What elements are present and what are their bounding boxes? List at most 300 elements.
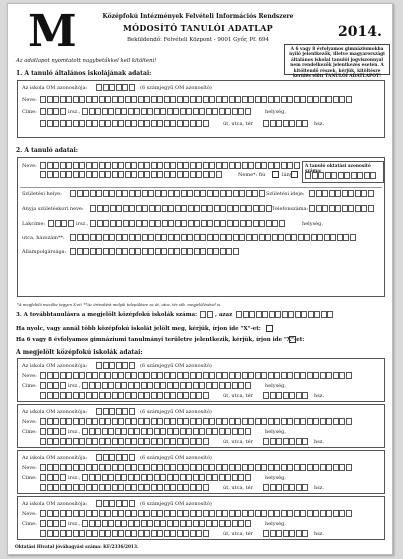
char-cell[interactable] — [112, 392, 118, 399]
char-cell[interactable] — [170, 372, 176, 379]
char-cell[interactable] — [53, 108, 59, 115]
char-cell[interactable] — [225, 382, 231, 389]
char-cell[interactable] — [242, 510, 248, 517]
char-cell[interactable] — [177, 484, 183, 491]
char-cell[interactable] — [320, 96, 326, 103]
char-cell[interactable] — [60, 484, 66, 491]
school-count-input[interactable] — [200, 311, 213, 318]
char-cell[interactable] — [342, 205, 348, 212]
char-cell[interactable] — [177, 392, 183, 399]
char-cell[interactable] — [288, 311, 294, 318]
char-cell[interactable] — [233, 190, 239, 197]
student-name-row2[interactable] — [40, 171, 222, 178]
char-cell[interactable] — [138, 171, 144, 178]
char-cell[interactable] — [109, 454, 115, 461]
char-cell[interactable] — [138, 120, 144, 127]
char-cell[interactable] — [263, 392, 269, 399]
char-cell[interactable] — [203, 484, 209, 491]
char-cell[interactable] — [283, 484, 289, 491]
char-cell[interactable] — [53, 96, 59, 103]
char-cell[interactable] — [70, 190, 76, 197]
char-cell[interactable] — [238, 428, 244, 435]
citizenship-input[interactable] — [70, 248, 239, 255]
char-cell[interactable] — [207, 190, 213, 197]
street-input[interactable] — [40, 530, 209, 537]
char-cell[interactable] — [142, 248, 148, 255]
char-cell[interactable] — [268, 162, 274, 169]
char-cell[interactable] — [235, 418, 241, 425]
char-cell[interactable] — [320, 372, 326, 379]
char-cell[interactable] — [225, 108, 231, 115]
char-cell[interactable] — [173, 428, 179, 435]
char-cell[interactable] — [220, 205, 226, 212]
char-cell[interactable] — [238, 108, 244, 115]
char-cell[interactable] — [95, 428, 101, 435]
char-cell[interactable] — [66, 120, 72, 127]
char-cell[interactable] — [125, 464, 131, 471]
char-cell[interactable] — [283, 392, 289, 399]
char-cell[interactable] — [289, 120, 295, 127]
char-cell[interactable] — [47, 162, 53, 169]
char-cell[interactable] — [282, 311, 288, 318]
char-cell[interactable] — [89, 382, 95, 389]
char-cell[interactable] — [312, 172, 318, 179]
char-cell[interactable] — [331, 172, 337, 179]
char-cell[interactable] — [298, 234, 304, 241]
char-cell[interactable] — [157, 510, 163, 517]
char-cell[interactable] — [116, 248, 122, 255]
char-cell[interactable] — [135, 190, 141, 197]
char-cell[interactable] — [99, 96, 105, 103]
char-cell[interactable] — [154, 428, 160, 435]
char-cell[interactable] — [131, 530, 137, 537]
char-cell[interactable] — [105, 162, 111, 169]
char-cell[interactable] — [118, 530, 124, 537]
char-cell[interactable] — [183, 438, 189, 445]
char-cell[interactable] — [302, 438, 308, 445]
char-cell[interactable] — [53, 372, 59, 379]
char-cell[interactable] — [141, 474, 147, 481]
char-cell[interactable] — [131, 438, 137, 445]
char-cell[interactable] — [194, 248, 200, 255]
char-cell[interactable] — [154, 520, 160, 527]
char-cell[interactable] — [40, 464, 46, 471]
char-cell[interactable] — [105, 120, 111, 127]
char-cell[interactable] — [103, 248, 109, 255]
char-cell[interactable] — [346, 372, 352, 379]
char-cell[interactable] — [157, 372, 163, 379]
char-cell[interactable] — [167, 520, 173, 527]
char-cell[interactable] — [138, 438, 144, 445]
char-cell[interactable] — [326, 418, 332, 425]
char-cell[interactable] — [125, 530, 131, 537]
om-input[interactable] — [96, 408, 135, 415]
char-cell[interactable] — [167, 382, 173, 389]
char-cell[interactable] — [368, 190, 374, 197]
char-cell[interactable] — [190, 438, 196, 445]
char-cell[interactable] — [252, 234, 258, 241]
char-cell[interactable] — [203, 96, 209, 103]
char-cell[interactable] — [82, 428, 88, 435]
char-cell[interactable] — [216, 171, 222, 178]
char-cell[interactable] — [131, 392, 137, 399]
char-cell[interactable] — [364, 172, 370, 179]
char-cell[interactable] — [300, 464, 306, 471]
char-cell[interactable] — [118, 96, 124, 103]
char-cell[interactable] — [128, 428, 134, 435]
char-cell[interactable] — [183, 162, 189, 169]
char-cell[interactable] — [180, 474, 186, 481]
char-cell[interactable] — [174, 190, 180, 197]
char-cell[interactable] — [199, 520, 205, 527]
char-cell[interactable] — [47, 520, 53, 527]
char-cell[interactable] — [173, 108, 179, 115]
char-cell[interactable] — [122, 500, 128, 507]
char-cell[interactable] — [116, 234, 122, 241]
char-cell[interactable] — [109, 362, 115, 369]
char-cell[interactable] — [274, 162, 280, 169]
char-cell[interactable] — [196, 464, 202, 471]
char-cell[interactable] — [275, 311, 281, 318]
char-cell[interactable] — [294, 510, 300, 517]
char-cell[interactable] — [248, 510, 254, 517]
char-cell[interactable] — [287, 418, 293, 425]
char-cell[interactable] — [92, 162, 98, 169]
char-cell[interactable] — [95, 382, 101, 389]
city-input[interactable] — [82, 382, 251, 389]
char-cell[interactable] — [308, 311, 314, 318]
char-cell[interactable] — [219, 428, 225, 435]
char-cell[interactable] — [300, 418, 306, 425]
char-cell[interactable] — [110, 205, 116, 212]
char-cell[interactable] — [83, 234, 89, 241]
char-cell[interactable] — [99, 464, 105, 471]
zip-input[interactable] — [40, 382, 66, 389]
char-cell[interactable] — [47, 418, 53, 425]
char-cell[interactable] — [326, 464, 332, 471]
char-cell[interactable] — [283, 120, 289, 127]
char-cell[interactable] — [307, 464, 313, 471]
char-cell[interactable] — [99, 392, 105, 399]
char-cell[interactable] — [276, 484, 282, 491]
char-cell[interactable] — [278, 234, 284, 241]
char-cell[interactable] — [86, 372, 92, 379]
char-cell[interactable] — [134, 108, 140, 115]
char-cell[interactable] — [103, 408, 109, 415]
char-cell[interactable] — [196, 484, 202, 491]
char-cell[interactable] — [196, 438, 202, 445]
char-cell[interactable] — [173, 382, 179, 389]
char-cell[interactable] — [213, 234, 219, 241]
char-cell[interactable] — [203, 392, 209, 399]
char-cell[interactable] — [219, 382, 225, 389]
char-cell[interactable] — [105, 392, 111, 399]
char-cell[interactable] — [255, 464, 261, 471]
char-cell[interactable] — [236, 311, 242, 318]
char-cell[interactable] — [86, 392, 92, 399]
char-cell[interactable] — [232, 382, 238, 389]
char-cell[interactable] — [79, 120, 85, 127]
street-input[interactable] — [40, 120, 209, 127]
char-cell[interactable] — [86, 418, 92, 425]
char-cell[interactable] — [177, 171, 183, 178]
char-cell[interactable] — [121, 474, 127, 481]
char-cell[interactable] — [151, 464, 157, 471]
char-cell[interactable] — [144, 530, 150, 537]
char-cell[interactable] — [125, 162, 131, 169]
char-cell[interactable] — [183, 418, 189, 425]
char-cell[interactable] — [103, 234, 109, 241]
char-cell[interactable] — [105, 418, 111, 425]
char-cell[interactable] — [255, 96, 261, 103]
char-cell[interactable] — [229, 372, 235, 379]
char-cell[interactable] — [167, 428, 173, 435]
char-cell[interactable] — [190, 510, 196, 517]
char-cell[interactable] — [209, 162, 215, 169]
char-cell[interactable] — [138, 162, 144, 169]
char-cell[interactable] — [109, 84, 115, 91]
char-cell[interactable] — [256, 311, 262, 318]
char-cell[interactable] — [187, 248, 193, 255]
char-cell[interactable] — [177, 96, 183, 103]
char-cell[interactable] — [151, 510, 157, 517]
char-cell[interactable] — [321, 311, 327, 318]
char-cell[interactable] — [209, 510, 215, 517]
char-cell[interactable] — [103, 362, 109, 369]
char-cell[interactable] — [142, 220, 148, 227]
char-cell[interactable] — [92, 392, 98, 399]
char-cell[interactable] — [274, 96, 280, 103]
char-cell[interactable] — [157, 392, 163, 399]
char-cell[interactable] — [125, 510, 131, 517]
char-cell[interactable] — [238, 382, 244, 389]
char-cell[interactable] — [276, 530, 282, 537]
char-cell[interactable] — [203, 372, 209, 379]
char-cell[interactable] — [229, 418, 235, 425]
char-cell[interactable] — [333, 372, 339, 379]
char-cell[interactable] — [60, 474, 66, 481]
char-cell[interactable] — [304, 234, 310, 241]
char-cell[interactable] — [355, 205, 361, 212]
char-cell[interactable] — [333, 510, 339, 517]
char-cell[interactable] — [188, 205, 194, 212]
char-cell[interactable] — [193, 474, 199, 481]
char-cell[interactable] — [294, 372, 300, 379]
char-cell[interactable] — [190, 530, 196, 537]
char-cell[interactable] — [196, 372, 202, 379]
char-cell[interactable] — [138, 530, 144, 537]
char-cell[interactable] — [229, 96, 235, 103]
char-cell[interactable] — [168, 190, 174, 197]
char-cell[interactable] — [154, 108, 160, 115]
char-cell[interactable] — [40, 418, 46, 425]
char-cell[interactable] — [209, 171, 215, 178]
char-cell[interactable] — [183, 96, 189, 103]
char-cell[interactable] — [220, 234, 226, 241]
char-cell[interactable] — [287, 510, 293, 517]
char-cell[interactable] — [227, 220, 233, 227]
char-cell[interactable] — [285, 234, 291, 241]
char-cell[interactable] — [196, 418, 202, 425]
char-cell[interactable] — [239, 190, 245, 197]
char-cell[interactable] — [142, 190, 148, 197]
char-cell[interactable] — [183, 120, 189, 127]
char-cell[interactable] — [79, 418, 85, 425]
char-cell[interactable] — [147, 520, 153, 527]
char-cell[interactable] — [225, 520, 231, 527]
house-input[interactable] — [263, 530, 309, 537]
char-cell[interactable] — [82, 382, 88, 389]
char-cell[interactable] — [235, 96, 241, 103]
char-cell[interactable] — [164, 392, 170, 399]
char-cell[interactable] — [102, 428, 108, 435]
school-name-input[interactable] — [40, 510, 352, 517]
char-cell[interactable] — [199, 474, 205, 481]
char-cell[interactable] — [161, 234, 167, 241]
char-cell[interactable] — [102, 108, 108, 115]
char-cell[interactable] — [95, 108, 101, 115]
char-cell[interactable] — [181, 234, 187, 241]
char-cell[interactable] — [86, 510, 92, 517]
char-cell[interactable] — [144, 438, 150, 445]
char-cell[interactable] — [248, 162, 254, 169]
char-cell[interactable] — [108, 108, 114, 115]
char-cell[interactable] — [105, 510, 111, 517]
char-cell[interactable] — [144, 162, 150, 169]
char-cell[interactable] — [164, 438, 170, 445]
school-count-words-input[interactable] — [236, 311, 334, 318]
char-cell[interactable] — [147, 382, 153, 389]
char-cell[interactable] — [138, 464, 144, 471]
char-cell[interactable] — [291, 234, 297, 241]
char-cell[interactable] — [108, 428, 114, 435]
char-cell[interactable] — [97, 205, 103, 212]
char-cell[interactable] — [270, 120, 276, 127]
char-cell[interactable] — [255, 418, 261, 425]
char-cell[interactable] — [144, 96, 150, 103]
char-cell[interactable] — [47, 510, 53, 517]
char-cell[interactable] — [53, 484, 59, 491]
char-cell[interactable] — [149, 205, 155, 212]
char-cell[interactable] — [115, 382, 121, 389]
char-cell[interactable] — [276, 438, 282, 445]
mother-input[interactable] — [90, 205, 272, 212]
char-cell[interactable] — [242, 96, 248, 103]
char-cell[interactable] — [66, 484, 72, 491]
char-cell[interactable] — [147, 428, 153, 435]
char-cell[interactable] — [296, 120, 302, 127]
char-cell[interactable] — [317, 234, 323, 241]
char-cell[interactable] — [123, 220, 129, 227]
char-cell[interactable] — [99, 120, 105, 127]
char-cell[interactable] — [70, 234, 76, 241]
char-cell[interactable] — [225, 474, 231, 481]
char-cell[interactable] — [249, 311, 255, 318]
char-cell[interactable] — [348, 205, 354, 212]
char-cell[interactable] — [105, 484, 111, 491]
char-cell[interactable] — [90, 234, 96, 241]
char-cell[interactable] — [105, 96, 111, 103]
char-cell[interactable] — [174, 234, 180, 241]
char-cell[interactable] — [327, 311, 333, 318]
char-cell[interactable] — [154, 474, 160, 481]
char-cell[interactable] — [112, 372, 118, 379]
char-cell[interactable] — [40, 382, 46, 389]
char-cell[interactable] — [155, 248, 161, 255]
char-cell[interactable] — [129, 205, 135, 212]
char-cell[interactable] — [155, 220, 161, 227]
char-cell[interactable] — [60, 520, 66, 527]
char-cell[interactable] — [162, 205, 168, 212]
char-cell[interactable] — [138, 484, 144, 491]
char-cell[interactable] — [190, 418, 196, 425]
char-cell[interactable] — [214, 205, 220, 212]
char-cell[interactable] — [216, 372, 222, 379]
char-cell[interactable] — [307, 372, 313, 379]
zip-input[interactable] — [40, 474, 66, 481]
char-cell[interactable] — [66, 464, 72, 471]
char-cell[interactable] — [242, 372, 248, 379]
char-cell[interactable] — [129, 500, 135, 507]
char-cell[interactable] — [281, 96, 287, 103]
char-cell[interactable] — [53, 464, 59, 471]
char-cell[interactable] — [109, 190, 115, 197]
char-cell[interactable] — [103, 205, 109, 212]
char-cell[interactable] — [157, 530, 163, 537]
char-cell[interactable] — [60, 530, 66, 537]
char-cell[interactable] — [346, 464, 352, 471]
char-cell[interactable] — [324, 234, 330, 241]
char-cell[interactable] — [148, 234, 154, 241]
char-cell[interactable] — [329, 205, 335, 212]
char-cell[interactable] — [194, 205, 200, 212]
char-cell[interactable] — [276, 120, 282, 127]
char-cell[interactable] — [255, 162, 261, 169]
char-cell[interactable] — [193, 108, 199, 115]
char-cell[interactable] — [73, 530, 79, 537]
char-cell[interactable] — [131, 162, 137, 169]
city-input[interactable] — [82, 428, 251, 435]
char-cell[interactable] — [270, 484, 276, 491]
char-cell[interactable] — [329, 190, 335, 197]
char-cell[interactable] — [289, 392, 295, 399]
home-street-input[interactable] — [70, 234, 356, 241]
char-cell[interactable] — [226, 248, 232, 255]
char-cell[interactable] — [92, 171, 98, 178]
char-cell[interactable] — [346, 418, 352, 425]
om-input[interactable] — [96, 84, 135, 91]
char-cell[interactable] — [199, 428, 205, 435]
char-cell[interactable] — [316, 205, 322, 212]
char-cell[interactable] — [89, 428, 95, 435]
char-cell[interactable] — [206, 520, 212, 527]
char-cell[interactable] — [97, 220, 103, 227]
char-cell[interactable] — [222, 464, 228, 471]
char-cell[interactable] — [203, 530, 209, 537]
char-cell[interactable] — [40, 428, 46, 435]
char-cell[interactable] — [229, 510, 235, 517]
char-cell[interactable] — [79, 392, 85, 399]
char-cell[interactable] — [222, 96, 228, 103]
char-cell[interactable] — [339, 96, 345, 103]
char-cell[interactable] — [151, 96, 157, 103]
char-cell[interactable] — [99, 418, 105, 425]
char-cell[interactable] — [144, 510, 150, 517]
char-cell[interactable] — [99, 510, 105, 517]
char-cell[interactable] — [180, 108, 186, 115]
char-cell[interactable] — [99, 438, 105, 445]
char-cell[interactable] — [53, 428, 59, 435]
